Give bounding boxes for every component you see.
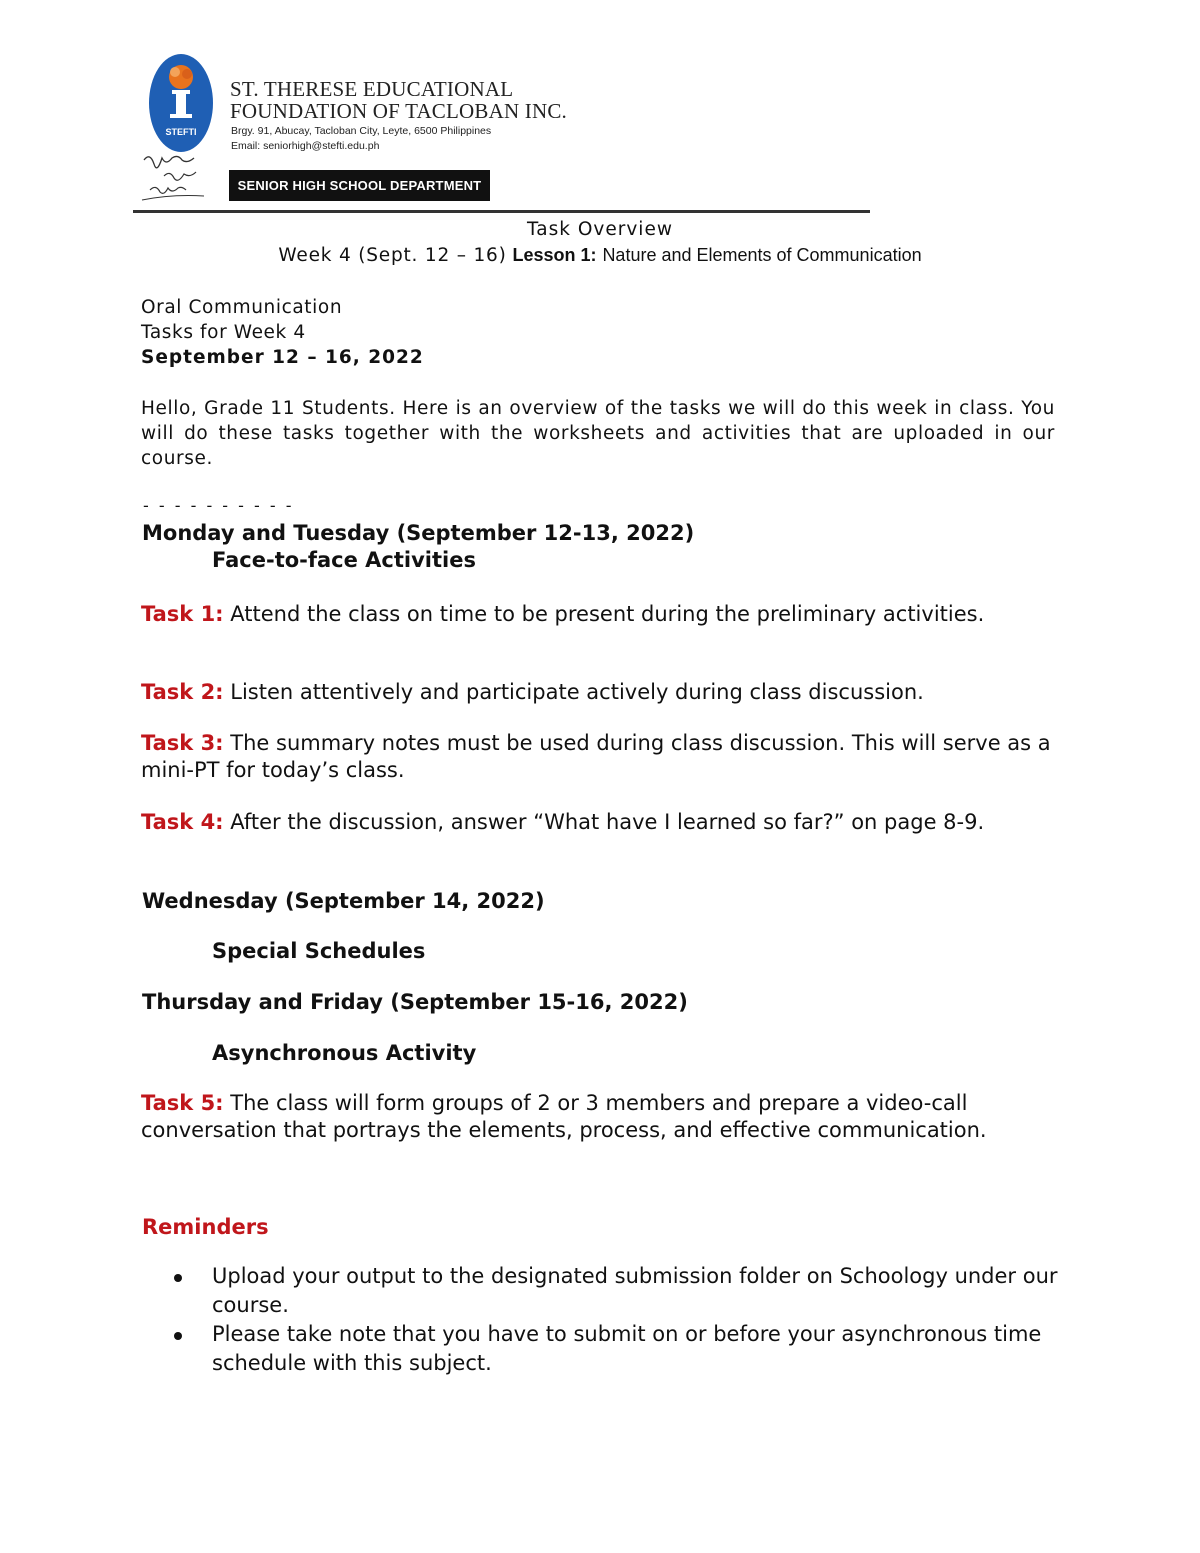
reminder-text: Please take note that you have to submit on or before your asynchronous time schedule with this subject.	[212, 1322, 1042, 1375]
document-title: Task Overview	[527, 219, 673, 240]
lesson-label: Lesson 1:	[512, 245, 597, 265]
lesson-title: Nature and Elements of Communication	[602, 245, 922, 265]
org-email: Email: seniorhigh@stefti.edu.ph	[231, 140, 380, 152]
school-logo	[148, 52, 214, 154]
bullet-icon	[174, 1274, 182, 1282]
task-label: Task 3:	[141, 731, 224, 755]
heading-wednesday: Wednesday (September 14, 2022)	[142, 889, 545, 913]
logo-text: STEFTI	[165, 127, 197, 137]
intro-paragraph: Hello, Grade 11 Students. Here is an overview of the tasks we will do this week in class. You will do these tasks together with the worksheets and activities that are uploaded in our course.	[141, 398, 1055, 469]
list-item	[170, 1320, 1060, 1378]
week-range: Week 4 (Sept. 12 – 16)	[278, 245, 507, 266]
reminder-text: Upload your output to the designated submission folder on Schoology under our course.	[212, 1264, 1058, 1317]
bullet-icon	[174, 1332, 182, 1340]
subheading-asynchronous: Asynchronous Activity	[212, 1041, 477, 1065]
task-label: Task 4:	[141, 810, 224, 834]
tasks-for-week: Tasks for Week 4	[141, 322, 306, 343]
task-label: Task 5:	[141, 1091, 224, 1115]
school-motto-signature	[140, 150, 220, 205]
document-subtitle	[0, 245, 1200, 266]
task-item	[141, 809, 1056, 836]
organization-contact	[231, 124, 491, 154]
subheading-face-to-face: Face-to-face Activities	[212, 548, 476, 572]
task-label: Task 2:	[141, 680, 224, 704]
subject-name: Oral Communication	[141, 297, 343, 318]
course-info	[141, 295, 424, 370]
department-banner: SENIOR HIGH SCHOOL DEPARTMENT	[229, 170, 490, 201]
task-item	[141, 679, 1056, 706]
task-text: After the discussion, answer “What have I learned so far?” on page 8-9.	[230, 810, 985, 834]
org-name-line1: ST. THERESE EDUCATIONAL	[230, 77, 514, 101]
task-label: Task 1:	[141, 602, 224, 626]
date-range: September 12 – 16, 2022	[141, 347, 424, 368]
organization-name	[230, 78, 567, 122]
task-text: The summary notes must be used during class discussion. This will serve as a mini-PT for today’s class.	[141, 731, 1051, 782]
task-text: Attend the class on time to be present during the preliminary activities.	[230, 602, 985, 626]
reminders-list	[170, 1262, 1060, 1378]
task-item	[141, 601, 1056, 628]
task-item	[141, 730, 1056, 784]
heading-thu-fri: Thursday and Friday (September 15-16, 2022)	[142, 990, 688, 1014]
task-text: Listen attentively and participate actively during class discussion.	[230, 680, 924, 704]
task-text: The class will form groups of 2 or 3 members and prepare a video-call conversation that portrays the elements, process, and effective communication.	[141, 1091, 987, 1142]
header-divider	[133, 210, 870, 213]
org-name-line2: FOUNDATION OF TACLOBAN INC.	[230, 99, 568, 123]
task-item	[141, 1090, 1041, 1144]
reminders-heading: Reminders	[142, 1215, 269, 1239]
section-separator: - - - - - - - - - -	[143, 496, 295, 515]
org-address: Brgy. 91, Abucay, Tacloban City, Leyte, 6500 Philippines	[231, 125, 492, 137]
heading-mon-tue: Monday and Tuesday (September 12-13, 2022)	[142, 521, 695, 545]
list-item	[170, 1262, 1060, 1320]
subheading-special-schedules: Special Schedules	[212, 939, 426, 963]
